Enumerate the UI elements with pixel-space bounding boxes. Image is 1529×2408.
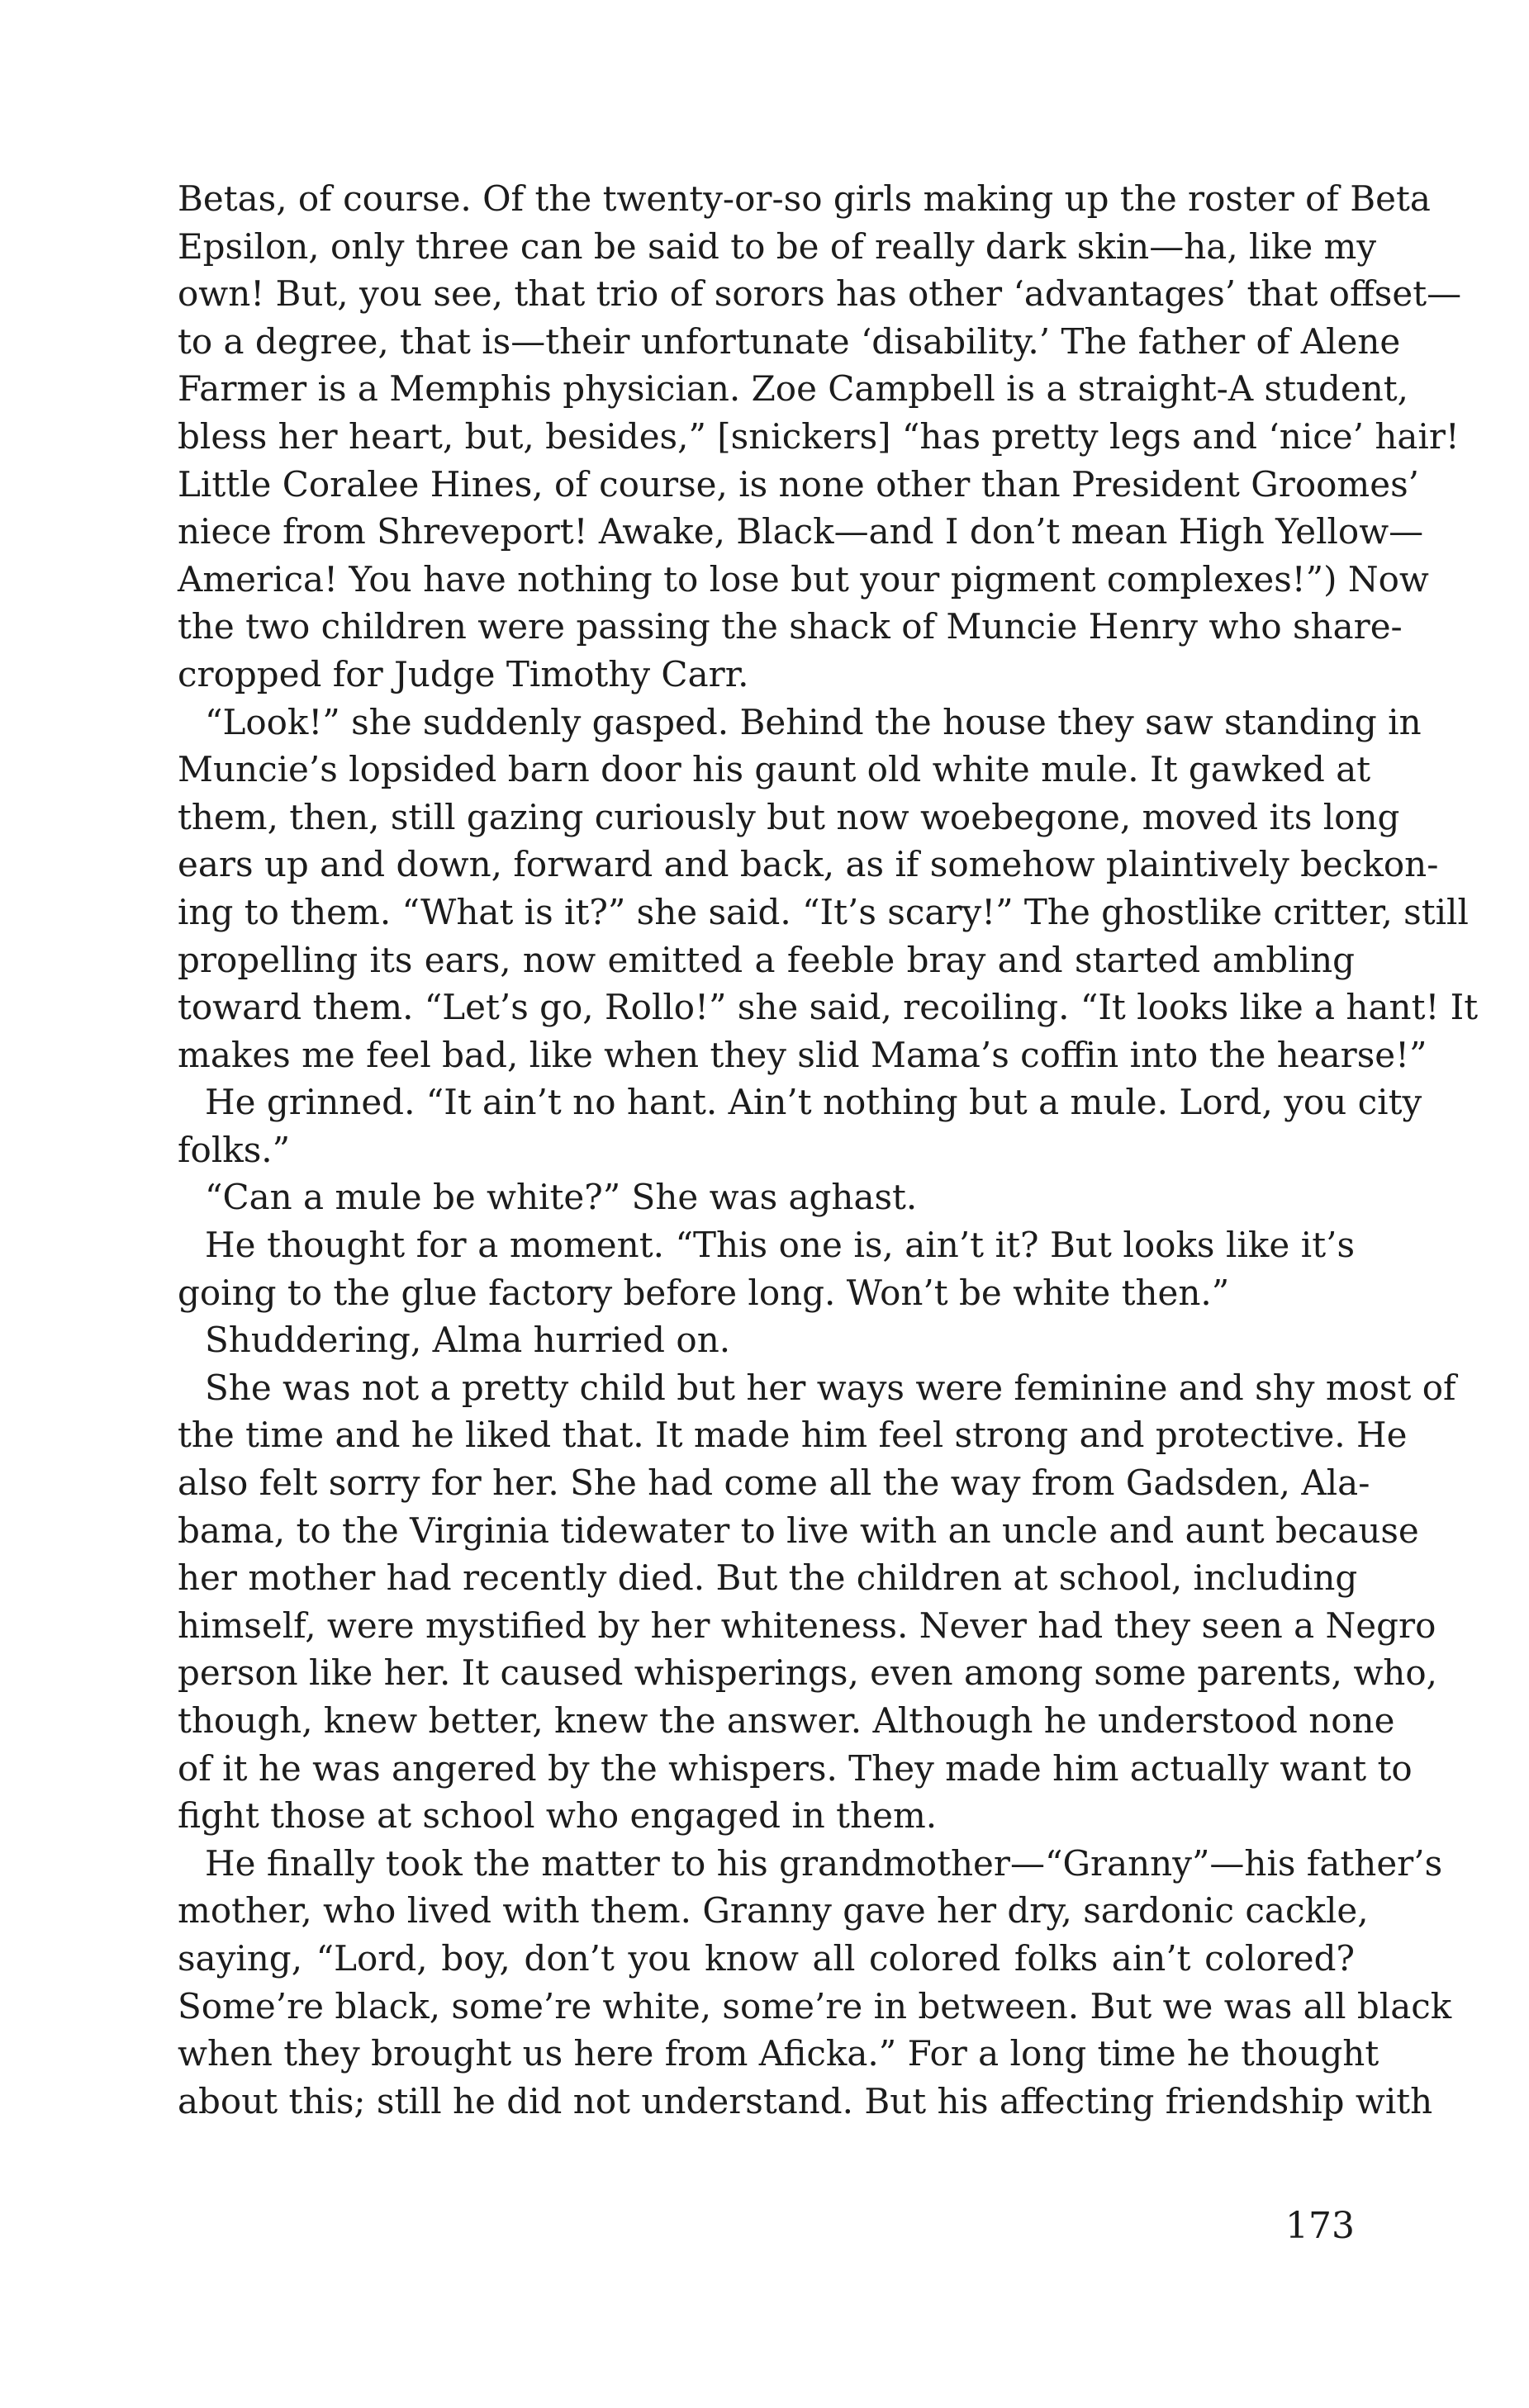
body-text [178,175,1479,2125]
text-line: about this; still he did not understand. But his affecting friendship with [178,2080,1433,2121]
text-line: Betas, of course. Of the twenty-or-so girls making up the roster of Beta [178,178,1431,219]
text-line: He finally took the matter to his grandmother—“Granny”—his father’s [205,1842,1443,1884]
text-line: her mother had recently died. But the children at school, including [178,1557,1358,1599]
text-line: to a degree, that is—their unfortunate ‘disability.’ The father of Alene [178,320,1401,362]
text-line: of it he was angered by the whispers. They made him actually want to [178,1747,1413,1789]
text-line: fight those at school who engaged in them. [178,1795,938,1837]
text-line: himself, were mystified by her whiteness. Never had they seen a Negro [178,1605,1436,1646]
text-line: own! But, you see, that trio of sorors has other ‘advantages’ that offset— [178,273,1462,315]
text-line: cropped for Judge Timothy Carr. [178,653,749,694]
text-line: He thought for a moment. “This one is, ain’t it? But looks like it’s [205,1225,1355,1266]
text-line: He grinned. “It ain’t no hant. Ain’t nothing but a mule. Lord, you city [205,1082,1422,1123]
text-line: She was not a pretty child but her ways were feminine and shy most of [205,1367,1456,1408]
text-line: Some’re black, some’re white, some’re in between. But we was all black [178,1985,1452,2026]
text-line: Farmer is a Memphis physician. Zoe Campbell is a straight-A student, [178,368,1409,410]
text-line: Epsilon, only three can be said to be of really dark skin—ha, like my [178,225,1377,267]
text-line: person like her. It caused whisperings, even among some parents, who, [178,1652,1437,1694]
text-line: them, then, still gazing curiously but now woebegone, moved its long [178,796,1400,837]
text-line: going to the glue factory before long. Won’t be white then.” [178,1272,1230,1313]
text-line: Muncie’s lopsided barn door his gaunt old white mule. It gawked at [178,749,1371,790]
text-line: makes me feel bad, like when they slid Mama’s coffin into the hearse!” [178,1034,1427,1075]
text-line: bama, to the Virginia tidewater to live with an uncle and aunt because [178,1510,1419,1551]
text-line: ing to them. “What is it?” she said. “It’s scary!” The ghostlike critter, still [178,891,1469,932]
text-line: ears up and down, forward and back, as if somehow plaintively beckon- [178,844,1439,885]
page-number: 173 [1285,2205,1355,2247]
text-line: Shuddering, Alma hurried on. [205,1320,731,1361]
text-line: saying, “Lord, boy, don’t you know all colored folks ain’t colored? [178,1937,1355,1979]
text-line: mother, who lived with them. Granny gave her dry, sardonic cackle, [178,1890,1369,1932]
text-line: bless her heart, but, besides,” [snickers] “has pretty legs and ‘nice’ hair! [178,415,1460,457]
text-line: niece from Shreveport! Awake, Black—and I don’t mean High Yellow— [178,511,1424,552]
text-line: America! You have nothing to lose but your pigment complexes!”) Now [178,558,1429,600]
text-line: “Look!” she suddenly gasped. Behind the house they saw standing in [205,701,1422,742]
text-line: the time and he liked that. It made him feel strong and protective. He [178,1415,1408,1456]
text-line: “Can a mule be white?” She was aghast. [205,1177,918,1218]
text-line: propelling its ears, now emitted a feeble bray and started ambling [178,939,1355,980]
text-line: though, knew better, knew the answer. Although he understood none [178,1700,1395,1741]
text-line: Little Coralee Hines, of course, is none other than President Groomes’ [178,463,1419,505]
text-line: folks.” [178,1129,291,1170]
text-line: when they brought us here from Aficka.” For a long time he thought [178,2033,1379,2074]
text-line: also felt sorry for her. She had come all the way from Gadsden, Ala- [178,1462,1370,1504]
text-line: the two children were passing the shack of Muncie Henry who share- [178,606,1403,647]
text-line: toward them. “Let’s go, Rollo!” she said, recoiling. “It looks like a hant! It [178,987,1479,1028]
